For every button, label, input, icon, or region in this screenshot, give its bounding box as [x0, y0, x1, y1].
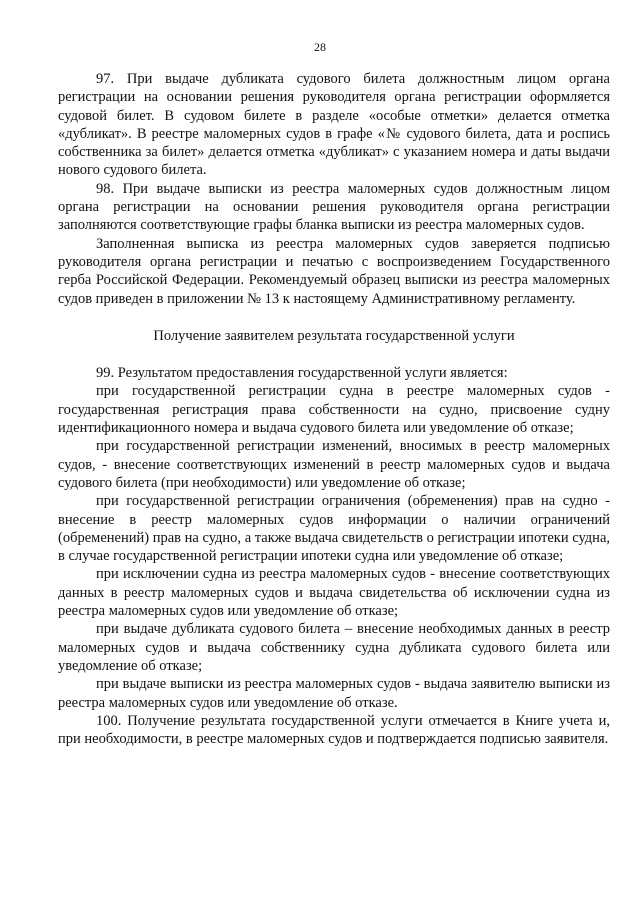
section-heading: Получение заявителем результата государственной услуги	[153, 327, 515, 344]
result-item-exclusion: при исключении судна из реестра маломерных судов - внесение соответствующих данных в реестр маломерных судов и выдача свидетельства об исключении судна из реестра маломерных судов или уведомление об отказе;	[58, 566, 610, 620]
page-number: 28	[314, 40, 326, 54]
result-item-extract: при выдаче выписки из реестра маломерных судов - выдача заявителю выписки из реестра маломерных судов или уведомление об отказе.	[58, 676, 610, 711]
paragraph-98: 98. При выдаче выписки из реестра маломерных судов должностным лицом органа регистрации на основании решения руководителя органа регистрации заполняются соответствующие графы бланка выписки из реестра маломерных судов.	[58, 180, 610, 234]
paragraph-98-extract: Заполненная выписка из реестра маломерных судов заверяется подписью руководителя органа регистрации и печатью с воспроизведением Государственного герба Российской Федерации. Рекомендуемый образец выписки из реестра маломерных судов приведен в приложении № 13 к настоящему Административному регламенту.	[58, 235, 610, 307]
result-item-registration: при государственной регистрации судна в реестре маломерных судов - государственная регистрация права собственности на судно, присвоение судну идентификационного номера и выдача судового билета или уведомление об отказе;	[58, 383, 610, 437]
result-item-encumbrance: при государственной регистрации ограничения (обременения) прав на судно - внесение в реестр маломерных судов информации о наличии ограничений (обременений) прав на судно, а также выдача свидетельств о регистрации ипотеки судна, в случае государственной регистрации ипотеки судна или уведомление об отказе;	[58, 493, 610, 565]
document-body	[58, 70, 610, 748]
paragraph-100: 100. Получение результата государственной услуги отмечается в Книге учета и, при необходимости, в реестре маломерных судов и подтверждается подписью заявителя.	[58, 712, 610, 748]
result-item-changes: при государственной регистрации изменений, вносимых в реестр маломерных судов, - внесение соответствующих изменений в реестр маломерных судов и выдача судового билета (при необходимости) или уведомление об отказе;	[58, 438, 610, 491]
result-item-duplicate: при выдаче дубликата судового билета – внесение необходимых данных в реестр маломерных судов и выдача собственнику судна дубликата судового билета или уведомление об отказе;	[58, 621, 610, 674]
paragraph-97: 97. При выдаче дубликата судового билета должностным лицом органа регистрации на основании решения руководителя органа регистрации оформляется судовой билет. В судовом билете в разделе «особые отметки» делается отметка «дубликат». В реестре маломерных судов в графе «№ судового билета, дата и роспись собственника за билет» делается отметка «дубликат» с указанием номера и даты выдачи нового судового билета.	[58, 71, 610, 179]
paragraph-99: 99. Результатом предоставления государственной услуги является:	[96, 365, 508, 382]
